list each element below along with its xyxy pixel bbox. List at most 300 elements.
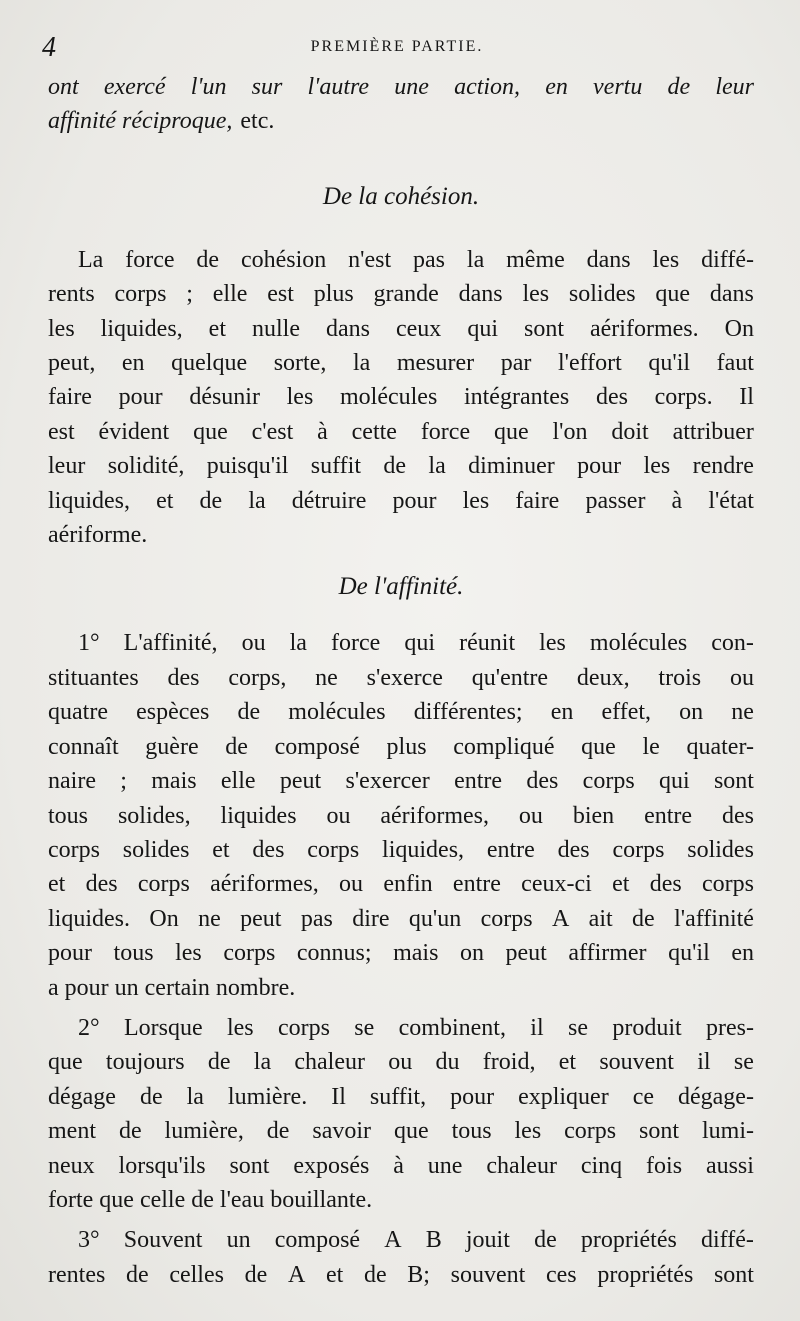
text-line bbox=[48, 1045, 754, 1079]
word: quelque bbox=[171, 350, 248, 377]
word: neux bbox=[48, 1152, 95, 1179]
word: ou bbox=[241, 630, 266, 657]
word: détruire bbox=[291, 487, 367, 514]
page-body bbox=[48, 70, 754, 1292]
word: deux, bbox=[576, 664, 630, 691]
text-line bbox=[48, 695, 754, 729]
word: mais bbox=[151, 768, 197, 795]
word: tous bbox=[48, 802, 89, 829]
word: affirmer bbox=[568, 940, 647, 967]
word: sont bbox=[523, 315, 564, 342]
word: A bbox=[287, 1261, 306, 1288]
word: la bbox=[289, 630, 307, 657]
word: plus bbox=[313, 281, 354, 308]
word: lumière. bbox=[227, 1083, 308, 1110]
word: Souvent bbox=[123, 1227, 203, 1254]
word: entre bbox=[454, 768, 503, 795]
word: 3° bbox=[78, 1227, 100, 1254]
word: Il bbox=[331, 1083, 346, 1110]
word: compliqué bbox=[453, 733, 555, 760]
word: solides bbox=[568, 281, 636, 308]
paragraph-affinite-3 bbox=[48, 1223, 754, 1292]
word: l'affinité bbox=[674, 905, 754, 932]
word: des bbox=[167, 664, 200, 691]
word: à bbox=[393, 1152, 404, 1179]
word: les bbox=[286, 384, 314, 411]
word: s'exercer bbox=[345, 768, 430, 795]
word: ou bbox=[388, 1049, 413, 1076]
word: pour bbox=[392, 487, 437, 514]
word: savoir bbox=[312, 1118, 372, 1145]
word: action, bbox=[454, 74, 521, 100]
word: ces bbox=[546, 1261, 577, 1288]
word: Lorsque bbox=[123, 1014, 203, 1041]
word: de bbox=[199, 487, 223, 514]
word: en bbox=[545, 74, 568, 100]
word: ont bbox=[48, 74, 79, 100]
word: par bbox=[500, 350, 532, 377]
word: leur bbox=[715, 74, 754, 100]
word: cette bbox=[351, 418, 397, 445]
word: s'exerce bbox=[366, 664, 443, 691]
text-line bbox=[48, 1080, 754, 1114]
text-line bbox=[48, 1011, 754, 1045]
word: différentes; bbox=[413, 699, 523, 726]
word: corps bbox=[114, 281, 167, 308]
text-line bbox=[48, 626, 754, 660]
word: de bbox=[667, 74, 691, 100]
word: et bbox=[612, 871, 630, 898]
word: dans bbox=[458, 281, 503, 308]
word: solides, bbox=[117, 802, 191, 829]
word: nulle bbox=[252, 315, 300, 342]
page-header bbox=[42, 28, 752, 68]
word: dans bbox=[709, 281, 754, 308]
intro-line bbox=[48, 70, 754, 104]
word: est bbox=[48, 418, 75, 445]
word: une bbox=[394, 74, 429, 100]
text-line bbox=[48, 936, 754, 970]
word: quater- bbox=[686, 733, 754, 760]
word: composé bbox=[274, 1227, 361, 1254]
word: se bbox=[354, 1014, 375, 1041]
word: évident bbox=[98, 418, 170, 445]
word: suffit, bbox=[369, 1083, 427, 1110]
word: que bbox=[493, 418, 529, 445]
word: pour bbox=[450, 1083, 495, 1110]
word: 2° bbox=[78, 1014, 100, 1041]
word: ; bbox=[120, 768, 127, 795]
word: force bbox=[420, 418, 471, 445]
word: dans bbox=[326, 315, 370, 342]
word: combinent, bbox=[398, 1014, 506, 1041]
word: aériformes. bbox=[590, 315, 699, 342]
word: diminuer bbox=[468, 453, 555, 480]
word: en bbox=[121, 350, 145, 377]
word: propriétés bbox=[580, 1227, 677, 1254]
word: composé bbox=[274, 733, 360, 760]
word: est bbox=[267, 281, 294, 308]
word: on bbox=[679, 699, 704, 726]
word: solides bbox=[687, 836, 754, 863]
word: B bbox=[425, 1227, 442, 1254]
word: molécules bbox=[339, 384, 438, 411]
text-line bbox=[48, 1258, 754, 1292]
word: qu'il bbox=[668, 940, 710, 967]
word: ; bbox=[186, 281, 193, 308]
word: dégage- bbox=[677, 1083, 754, 1110]
word: liquides, bbox=[48, 487, 130, 514]
word: et bbox=[212, 836, 230, 863]
word: On bbox=[724, 315, 754, 342]
text-line bbox=[48, 277, 754, 311]
word: elle bbox=[220, 768, 256, 795]
word: des bbox=[252, 836, 285, 863]
word: de bbox=[225, 733, 248, 760]
word: A bbox=[384, 1227, 402, 1254]
word: et bbox=[325, 1261, 344, 1288]
word: mesurer bbox=[396, 350, 475, 377]
word: Il bbox=[739, 384, 754, 411]
word: la bbox=[352, 350, 371, 377]
word: rentes bbox=[48, 1261, 106, 1288]
text-line: forte que celle de l'eau bouillante. bbox=[48, 1186, 373, 1213]
word: corps bbox=[307, 836, 360, 863]
word: sorte, bbox=[273, 350, 327, 377]
word: chaleur bbox=[294, 1049, 365, 1076]
word: liquides. bbox=[48, 905, 130, 932]
word: guère bbox=[145, 733, 199, 760]
word: ne bbox=[315, 664, 338, 691]
page-number: 4 bbox=[42, 32, 56, 63]
text-line bbox=[48, 484, 754, 518]
word: aussi bbox=[705, 1152, 754, 1179]
word: qui bbox=[658, 768, 690, 795]
word: que bbox=[581, 733, 616, 760]
word: n'est bbox=[348, 246, 392, 273]
word: ne bbox=[731, 699, 754, 726]
word: la bbox=[466, 246, 485, 273]
word: sont bbox=[639, 1118, 680, 1145]
word: les bbox=[48, 315, 75, 342]
word: liquides bbox=[220, 802, 297, 829]
word: de bbox=[383, 453, 407, 480]
word: l'un bbox=[190, 74, 227, 100]
word: attribuer bbox=[672, 418, 754, 445]
word: sont bbox=[229, 1152, 270, 1179]
word: en bbox=[550, 699, 574, 726]
paragraph-affinite-1 bbox=[48, 626, 754, 1004]
word: se bbox=[733, 1049, 754, 1076]
intro-line-etc: etc. bbox=[240, 108, 275, 135]
word: l'effort bbox=[557, 350, 622, 377]
word: fois bbox=[646, 1152, 683, 1179]
word: puisqu'il bbox=[206, 453, 289, 480]
word: corps bbox=[564, 1118, 617, 1145]
intro-line-italic: affinité réciproque, bbox=[48, 108, 233, 135]
word: la bbox=[186, 1083, 204, 1110]
word: sont bbox=[713, 768, 754, 795]
word: même bbox=[506, 246, 565, 273]
word: celles bbox=[169, 1261, 224, 1288]
word: désunir bbox=[189, 384, 260, 411]
word: peut, bbox=[48, 350, 96, 377]
text-line bbox=[48, 1114, 754, 1148]
word: jouit bbox=[465, 1227, 510, 1254]
text-line bbox=[48, 764, 754, 798]
word: corps bbox=[277, 1014, 330, 1041]
word: pour bbox=[118, 384, 163, 411]
word: peut bbox=[505, 940, 547, 967]
word: des bbox=[557, 836, 590, 863]
word: ou bbox=[339, 871, 364, 898]
word: faire bbox=[515, 487, 560, 514]
word: de bbox=[266, 1118, 290, 1145]
word: les bbox=[522, 281, 550, 308]
word: toujours bbox=[105, 1049, 185, 1076]
word: entre bbox=[644, 802, 693, 829]
word: ou bbox=[518, 802, 543, 829]
word: chaleur bbox=[486, 1152, 557, 1179]
word: on bbox=[459, 940, 484, 967]
word: cohésion bbox=[240, 246, 327, 273]
word: tous bbox=[113, 940, 154, 967]
word: pour bbox=[48, 940, 92, 967]
word: exposés bbox=[293, 1152, 370, 1179]
word: suffit bbox=[310, 453, 362, 480]
word: peut bbox=[240, 905, 282, 932]
word: un bbox=[226, 1227, 251, 1254]
word: force bbox=[331, 630, 381, 657]
word: les bbox=[175, 940, 202, 967]
word: et bbox=[48, 871, 66, 898]
word: On bbox=[149, 905, 179, 932]
word: souvent bbox=[599, 1049, 674, 1076]
word: corps bbox=[480, 905, 533, 932]
word: les bbox=[652, 246, 680, 273]
paragraph-cohesion bbox=[48, 243, 754, 553]
word: propriétés bbox=[597, 1261, 694, 1288]
word: naire bbox=[48, 768, 96, 795]
word: faut bbox=[716, 350, 754, 377]
word: et bbox=[558, 1049, 577, 1076]
word: ou bbox=[729, 664, 754, 691]
word: de bbox=[363, 1261, 387, 1288]
word: cinq bbox=[580, 1152, 623, 1179]
word: stituantes bbox=[48, 664, 139, 691]
word: aériformes, bbox=[380, 802, 489, 829]
word: c'est bbox=[251, 418, 294, 445]
word: du bbox=[435, 1049, 460, 1076]
word: que bbox=[48, 1049, 83, 1076]
word: rents bbox=[48, 281, 95, 308]
word: souvent bbox=[450, 1261, 526, 1288]
word: dans bbox=[586, 246, 631, 273]
word: en bbox=[731, 940, 754, 967]
word: une bbox=[427, 1152, 463, 1179]
word: expliquer bbox=[518, 1083, 609, 1110]
word: connaît bbox=[48, 733, 119, 760]
word: les bbox=[643, 453, 671, 480]
word: ce bbox=[632, 1083, 654, 1110]
word: les bbox=[226, 1014, 254, 1041]
word: à bbox=[671, 487, 683, 514]
word: doit bbox=[611, 418, 649, 445]
word: entre bbox=[452, 871, 501, 898]
word: lorsqu'ils bbox=[118, 1152, 206, 1179]
word: l'on bbox=[552, 418, 588, 445]
word: que bbox=[393, 1118, 429, 1145]
text-line bbox=[48, 312, 754, 346]
word: dégage bbox=[48, 1083, 116, 1110]
word: de bbox=[139, 1083, 163, 1110]
word: rendre bbox=[692, 453, 754, 480]
text-line bbox=[48, 867, 754, 901]
word: corps bbox=[137, 871, 190, 898]
word: la bbox=[428, 453, 446, 480]
word: La bbox=[78, 246, 104, 273]
section-heading-cohesion: De la cohésion. bbox=[322, 182, 480, 210]
word: peut bbox=[279, 768, 322, 795]
word: ment bbox=[48, 1118, 96, 1145]
word: que bbox=[655, 281, 691, 308]
word: con- bbox=[711, 630, 754, 657]
word: produit bbox=[612, 1014, 682, 1041]
word: qui bbox=[467, 315, 498, 342]
text-line bbox=[48, 1223, 754, 1257]
word: corps bbox=[612, 836, 665, 863]
word: vertu bbox=[593, 74, 643, 100]
word: les bbox=[462, 487, 490, 514]
text-line bbox=[48, 380, 754, 414]
word: dire bbox=[352, 905, 390, 932]
word: A bbox=[551, 905, 570, 932]
word: diffé- bbox=[701, 246, 754, 273]
word: sont bbox=[713, 1261, 754, 1288]
running-head: PREMIÈRE PARTIE. bbox=[310, 38, 484, 55]
word: solidité, bbox=[107, 453, 185, 480]
word: liquides, bbox=[382, 836, 465, 863]
word: exercé bbox=[103, 74, 166, 100]
word: qui bbox=[404, 630, 436, 657]
word: pres- bbox=[706, 1014, 754, 1041]
word: entre bbox=[486, 836, 535, 863]
word: elle bbox=[212, 281, 248, 308]
word: la bbox=[248, 487, 266, 514]
word: quatre bbox=[48, 699, 108, 726]
word: intégrantes bbox=[463, 384, 570, 411]
word: aériformes, bbox=[210, 871, 319, 898]
word: qu'un bbox=[408, 905, 462, 932]
word: tous bbox=[451, 1118, 492, 1145]
word: ceux-ci bbox=[521, 871, 592, 898]
text-line bbox=[48, 902, 754, 936]
word: des bbox=[649, 871, 682, 898]
text-line bbox=[48, 243, 754, 277]
word: il bbox=[530, 1014, 544, 1041]
text-line: a pour un certain nombre. bbox=[48, 974, 296, 1001]
word: corps bbox=[701, 871, 754, 898]
word: leur bbox=[48, 453, 86, 480]
word: lumière, bbox=[164, 1118, 244, 1145]
text-line: aériforme. bbox=[48, 522, 148, 549]
word: froid, bbox=[482, 1049, 536, 1076]
word: pas bbox=[413, 246, 446, 273]
word: des bbox=[721, 802, 754, 829]
word: diffé- bbox=[701, 1227, 754, 1254]
word: qu'entre bbox=[471, 664, 549, 691]
word: des bbox=[595, 384, 628, 411]
word: la bbox=[253, 1049, 272, 1076]
word: lumi- bbox=[702, 1118, 754, 1145]
word: faire bbox=[48, 384, 92, 411]
word: de bbox=[207, 1049, 231, 1076]
word: solides bbox=[122, 836, 190, 863]
word: il bbox=[697, 1049, 711, 1076]
word: corps, bbox=[228, 664, 287, 691]
word: de bbox=[118, 1118, 142, 1145]
word: bien bbox=[572, 802, 615, 829]
word: mais bbox=[393, 940, 439, 967]
word: corps bbox=[223, 940, 276, 967]
word: corps bbox=[48, 836, 100, 863]
word: de bbox=[534, 1227, 557, 1254]
word: sur bbox=[251, 74, 283, 100]
word: de bbox=[125, 1261, 149, 1288]
word: passer bbox=[585, 487, 646, 514]
word: pour bbox=[577, 453, 622, 480]
word: molécules bbox=[589, 630, 688, 657]
text-line bbox=[48, 1149, 754, 1183]
word: force bbox=[125, 246, 175, 273]
word: corps. bbox=[654, 384, 713, 411]
word: que bbox=[193, 418, 228, 445]
word: espèces bbox=[136, 699, 210, 726]
text-line bbox=[48, 449, 754, 483]
word: grande bbox=[373, 281, 439, 308]
word: l'autre bbox=[307, 74, 370, 100]
text-line bbox=[48, 799, 754, 833]
intro-line bbox=[48, 104, 754, 138]
word: le bbox=[642, 733, 660, 760]
word: enfin bbox=[383, 871, 433, 898]
word: connus; bbox=[296, 940, 372, 967]
word: plus bbox=[386, 733, 427, 760]
text-line bbox=[48, 415, 754, 449]
word: se bbox=[567, 1014, 588, 1041]
word: à bbox=[317, 418, 328, 445]
word: L'affinité, bbox=[123, 630, 218, 657]
paragraph-affinite-2 bbox=[48, 1011, 754, 1217]
text-line bbox=[48, 833, 754, 867]
word: des bbox=[85, 871, 118, 898]
word: les bbox=[514, 1118, 542, 1145]
word: qu'il bbox=[648, 350, 691, 377]
word: ou bbox=[326, 802, 351, 829]
word: pas bbox=[300, 905, 333, 932]
word: de bbox=[237, 699, 261, 726]
word: effet, bbox=[601, 699, 652, 726]
text-line bbox=[48, 346, 754, 380]
word: de bbox=[196, 246, 220, 273]
word: trois bbox=[658, 664, 702, 691]
word: et bbox=[208, 315, 226, 342]
word: liquides, bbox=[100, 315, 183, 342]
word: réunit bbox=[459, 630, 516, 657]
word: 1° bbox=[78, 630, 100, 657]
word: corps bbox=[582, 768, 635, 795]
word: l'état bbox=[708, 487, 754, 514]
